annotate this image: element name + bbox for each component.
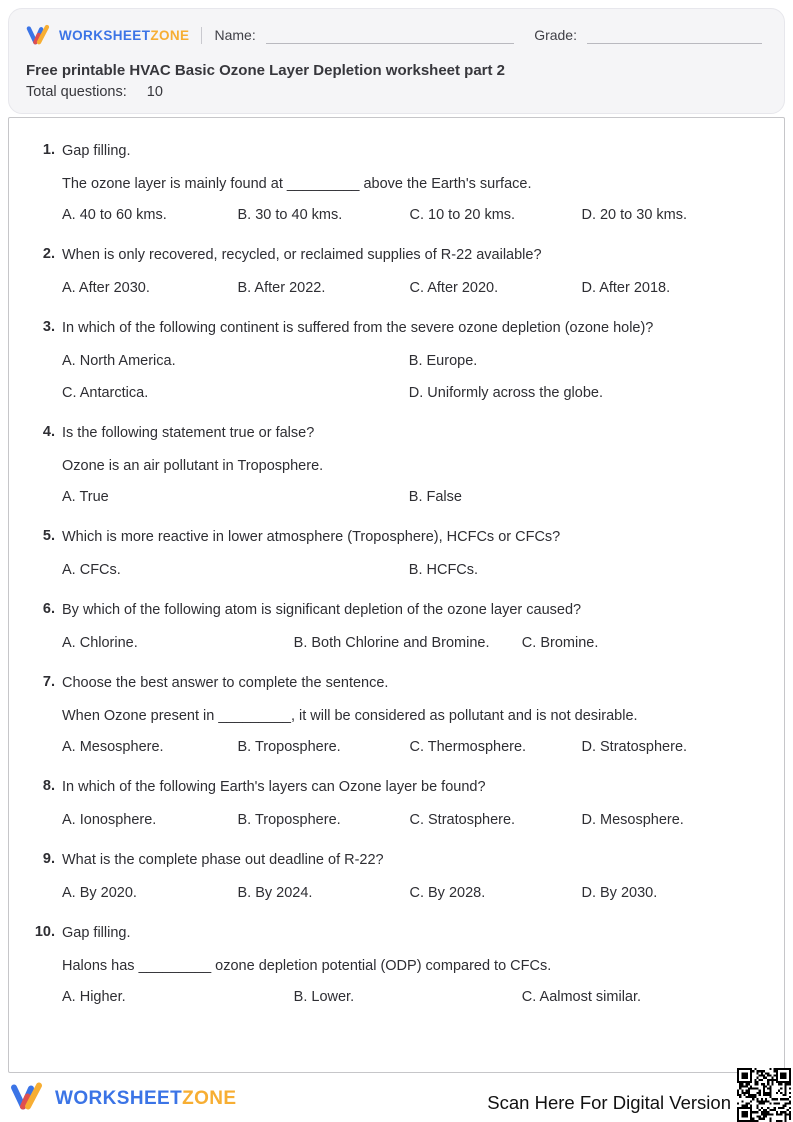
answer-option[interactable]: D. After 2018.	[581, 280, 671, 296]
answer-option[interactable]: A. 40 to 60 kms.	[62, 207, 167, 223]
question-number: 4.	[42, 424, 55, 440]
options-row	[62, 385, 764, 401]
answer-option[interactable]: B. Europe.	[408, 353, 478, 369]
question-number: 10.	[34, 924, 55, 940]
options-row	[62, 562, 764, 578]
question-statement: When Ozone present in _________, it will be considered as pollutant and is not desirable.	[62, 708, 638, 724]
question-9	[29, 851, 764, 901]
options-row	[62, 885, 764, 901]
question-number: 3.	[42, 319, 55, 335]
answer-option[interactable]: B. Troposphere.	[237, 812, 341, 828]
question-text: In which of the following Earth's layers can Ozone layer be found?	[62, 779, 486, 795]
answer-option[interactable]: C. After 2020.	[409, 280, 499, 296]
options-row	[62, 207, 764, 223]
total-questions	[26, 84, 762, 100]
question-text: Gap filling.	[62, 143, 131, 159]
answer-option[interactable]: B. Lower.	[293, 989, 355, 1005]
question-text: What is the complete phase out deadline of R-22?	[62, 852, 384, 868]
question-1	[29, 142, 764, 223]
question-10	[29, 924, 764, 1005]
answer-option[interactable]: A. True	[62, 489, 109, 505]
question-number: 8.	[42, 778, 55, 794]
answer-option[interactable]: C. Antarctica.	[62, 385, 149, 401]
grade-input-line[interactable]	[587, 26, 762, 44]
answer-option[interactable]: C. 10 to 20 kms.	[409, 207, 516, 223]
answer-option[interactable]: D. 20 to 30 kms.	[581, 207, 688, 223]
header-card	[8, 8, 785, 114]
question-number: 5.	[42, 528, 55, 544]
answer-option[interactable]: A. North America.	[62, 353, 176, 369]
answer-option[interactable]: C. Bromine.	[521, 635, 599, 651]
question-7	[29, 674, 764, 755]
worksheetzone-logo-icon	[10, 1081, 46, 1117]
answer-option[interactable]: B. Troposphere.	[237, 739, 341, 755]
question-4	[29, 424, 764, 505]
question-2	[29, 246, 764, 296]
worksheet-title: Free printable HVAC Basic Ozone Layer Depletion worksheet part 2	[26, 62, 506, 79]
options-row	[62, 489, 764, 505]
answer-option[interactable]: A. After 2030.	[62, 280, 150, 296]
question-text: When is only recovered, recycled, or reclaimed supplies of R-22 available?	[62, 247, 542, 263]
answer-option[interactable]: A. By 2020.	[62, 885, 137, 901]
name-label: Name:	[214, 27, 256, 43]
total-questions-value: 10	[146, 84, 163, 100]
question-statement: Halons has _________ ozone depletion potential (ODP) compared to CFCs.	[62, 958, 552, 974]
question-number: 6.	[42, 601, 55, 617]
grade-label: Grade:	[534, 27, 577, 43]
logo-wordmark: WORKSHEETZONE	[59, 27, 190, 43]
answer-option[interactable]: B. HCFCs.	[408, 562, 479, 578]
answer-option[interactable]: D. Mesosphere.	[581, 812, 684, 828]
options-row	[62, 989, 764, 1005]
question-6	[29, 601, 764, 651]
question-text: By which of the following atom is significant depletion of the ozone layer caused?	[62, 602, 582, 618]
total-questions-label: Total questions:	[26, 84, 127, 100]
answer-option[interactable]: A. Chlorine.	[62, 635, 138, 651]
question-text: Is the following statement true or false?	[62, 425, 315, 441]
question-number: 9.	[42, 851, 55, 867]
question-text: In which of the following continent is suffered from the severe ozone depletion (ozone hole)?	[62, 320, 654, 336]
options-row	[62, 353, 764, 369]
answer-option[interactable]: D. Stratosphere.	[581, 739, 688, 755]
question-list	[29, 142, 764, 1005]
question-number: 2.	[42, 246, 55, 262]
worksheetzone-footer-logo	[10, 1081, 237, 1117]
answer-option[interactable]: C. Stratosphere.	[409, 812, 516, 828]
answer-option[interactable]: A. CFCs.	[62, 562, 121, 578]
answer-option[interactable]: D. By 2030.	[581, 885, 658, 901]
answer-option[interactable]: D. Uniformly across the globe.	[408, 385, 603, 401]
name-input-line[interactable]	[266, 26, 514, 44]
question-statement: The ozone layer is mainly found at _________ above the Earth's surface.	[62, 176, 532, 192]
worksheetzone-logo	[26, 24, 189, 46]
answer-option[interactable]: B. By 2024.	[237, 885, 313, 901]
header-divider	[201, 27, 202, 44]
question-number: 1.	[42, 142, 55, 158]
question-text: Gap filling.	[62, 925, 131, 941]
answer-option[interactable]: B. Both Chlorine and Bromine.	[293, 635, 490, 651]
options-row	[62, 812, 764, 828]
answer-option[interactable]: B. After 2022.	[237, 280, 326, 296]
question-number: 7.	[42, 674, 55, 690]
questions-panel	[8, 117, 785, 1073]
answer-option[interactable]: B. 30 to 40 kms.	[237, 207, 343, 223]
qr-code-icon	[737, 1068, 791, 1122]
answer-option[interactable]: C. Thermosphere.	[409, 739, 527, 755]
answer-option[interactable]: C. By 2028.	[409, 885, 486, 901]
options-row	[62, 635, 764, 651]
answer-option[interactable]: A. Ionosphere.	[62, 812, 157, 828]
header-row	[26, 22, 762, 48]
question-text: Which is more reactive in lower atmosphere (Troposphere), HCFCs or CFCs?	[62, 529, 561, 545]
question-text: Choose the best answer to complete the sentence.	[62, 675, 389, 691]
answer-option[interactable]: A. Mesosphere.	[62, 739, 164, 755]
answer-option[interactable]: A. Higher.	[62, 989, 126, 1005]
answer-option[interactable]: C. Aalmost similar.	[521, 989, 642, 1005]
logo-wordmark: WORKSHEETZONE	[55, 1088, 237, 1109]
question-3	[29, 319, 764, 401]
worksheetzone-logo-icon	[26, 24, 52, 46]
scan-here-text: Scan Here For Digital Version	[487, 1092, 731, 1113]
answer-option[interactable]: B. False	[408, 489, 462, 505]
question-8	[29, 778, 764, 828]
question-5	[29, 528, 764, 578]
question-statement: Ozone is an air pollutant in Troposphere.	[62, 458, 324, 474]
options-row	[62, 739, 764, 755]
options-row	[62, 280, 764, 296]
footer	[0, 1074, 793, 1122]
